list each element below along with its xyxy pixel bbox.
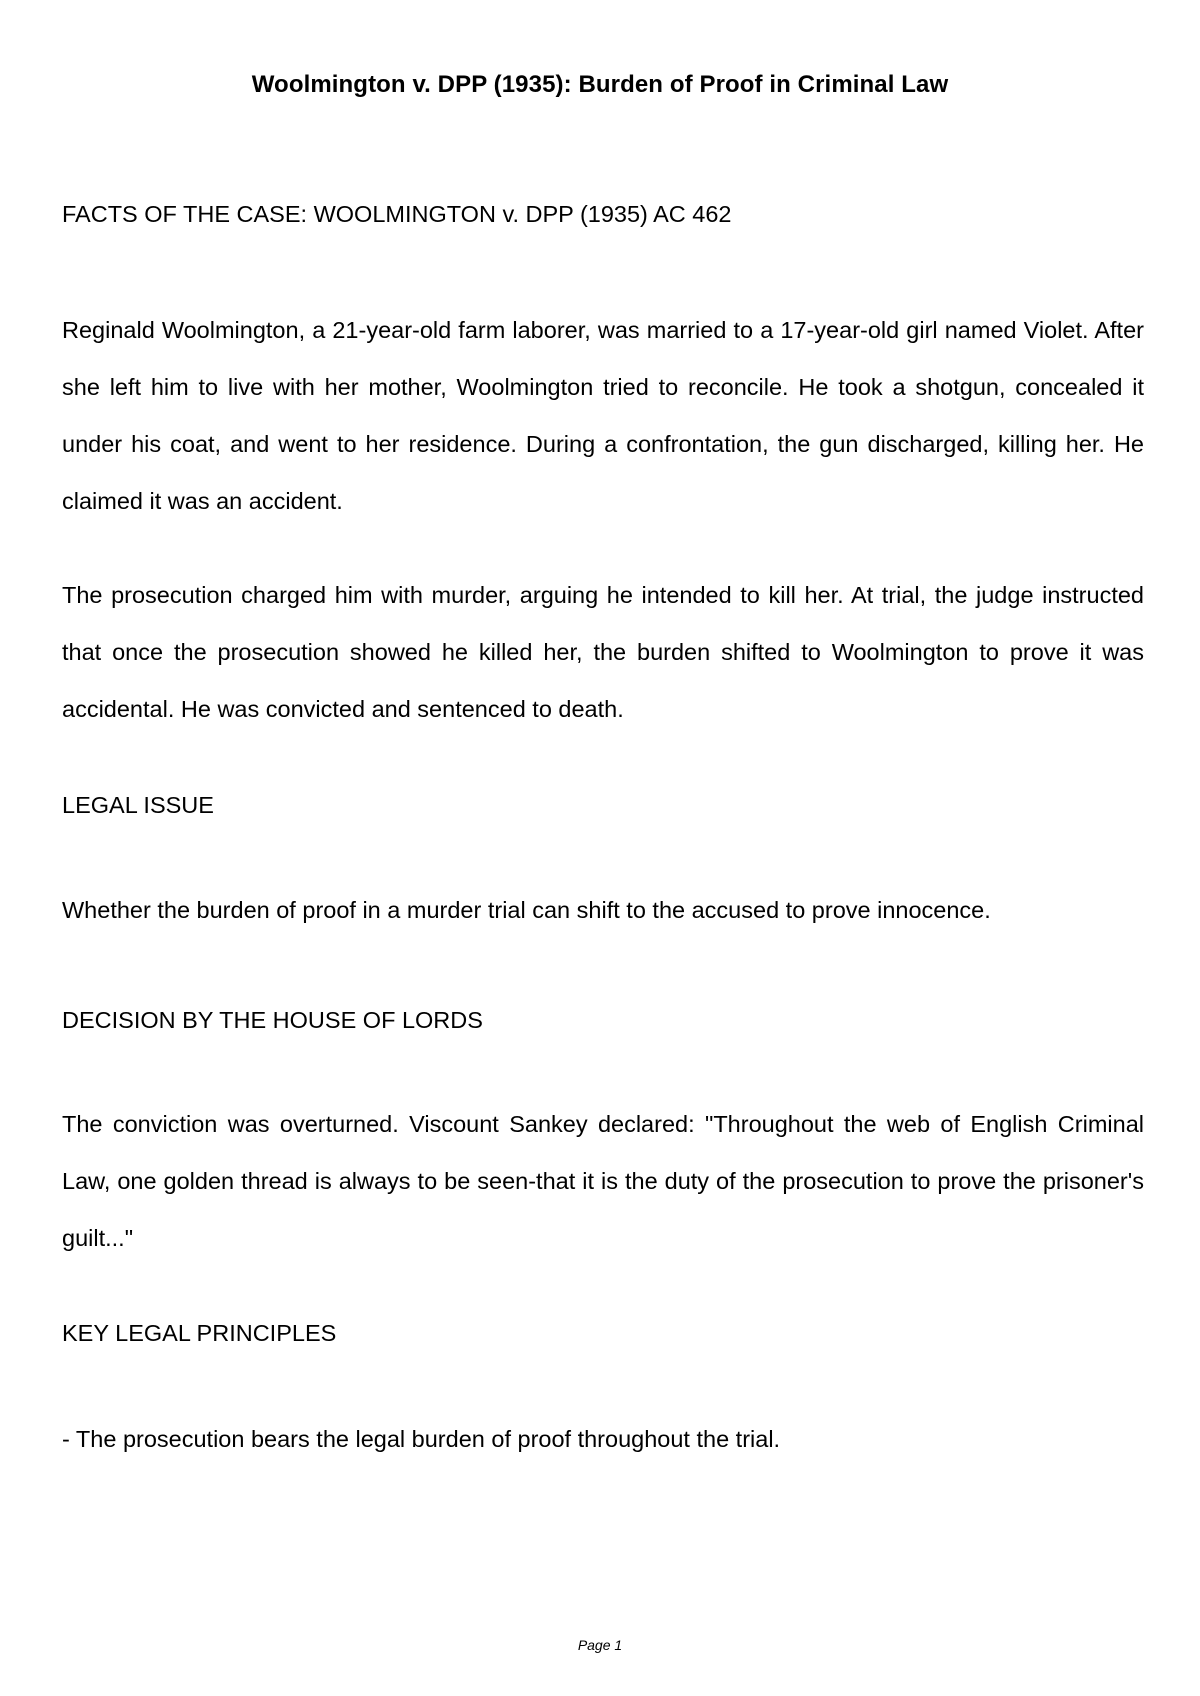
principle-item-1: - The prosecution bears the legal burden of proof throughout the trial. [62, 1426, 781, 1452]
document-title: Woolmington v. DPP (1935): Burden of Proof in Criminal Law [251, 71, 949, 98]
legal-issue-paragraph: Whether the burden of proof in a murder trial can shift to the accused to prove innocence. [62, 897, 991, 923]
decision-heading: DECISION BY THE HOUSE OF LORDS [62, 1007, 483, 1033]
facts-paragraph-1: Reginald Woolmington, a 21-year-old farm laborer, was married to a 17-year-old girl named Violet. After she left him to live with her mother, Woolmington tried to reconcile. He took a shotgun, concealed it under his coat, and went to her residence. During a confrontation, the gun discharged, killing her. He claimed it was an accident. [62, 317, 1144, 514]
facts-heading: FACTS OF THE CASE: WOOLMINGTON v. DPP (1935) AC 462 [62, 201, 732, 227]
key-principles-heading: KEY LEGAL PRINCIPLES [62, 1320, 337, 1346]
facts-paragraph-2: The prosecution charged him with murder, arguing he intended to kill her. At trial, the judge instructed that once the prosecution showed he killed her, the burden shifted to Woolmington to prove it was accidental. He was convicted and sentenced to death. [62, 582, 1144, 722]
legal-issue-heading: LEGAL ISSUE [62, 792, 214, 818]
decision-paragraph: The conviction was overturned. Viscount Sankey declared: "Throughout the web of English Criminal Law, one golden thread is always to be seen-that it is the duty of the prosecution to prove the prisoner's guilt..." [62, 1111, 1144, 1251]
page-number: Page 1 [577, 1637, 623, 1653]
